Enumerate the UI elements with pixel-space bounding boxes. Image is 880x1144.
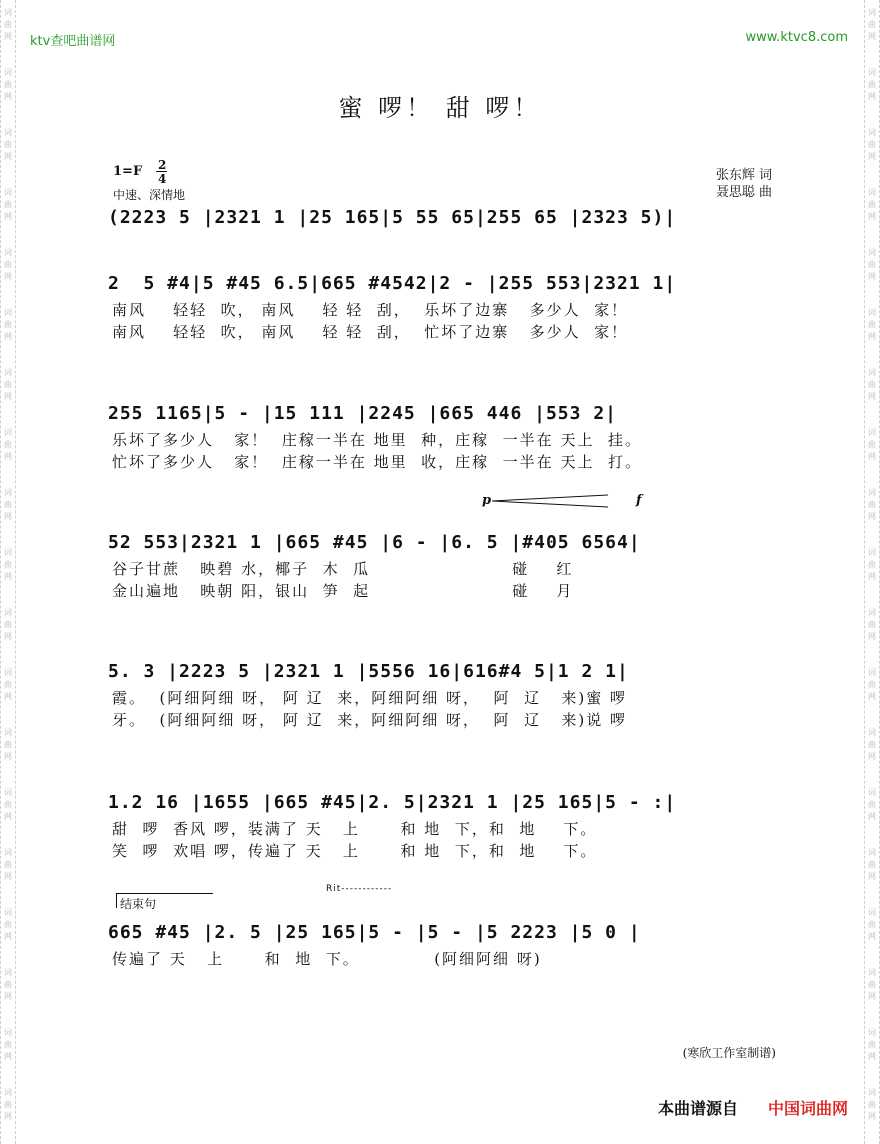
side-watermark-glyph: 曲 bbox=[868, 80, 876, 89]
side-watermark-glyph: 曲 bbox=[4, 1100, 12, 1109]
side-watermark-glyph: 曲 bbox=[868, 500, 876, 509]
notation-line: 255 1165|5 - |15 111 |2245 |665 446 |553 2| bbox=[108, 403, 617, 424]
side-watermark-glyph: 曲 bbox=[4, 860, 12, 869]
side-watermark-glyph: 网 bbox=[868, 692, 876, 701]
side-watermark-glyph: 词 bbox=[4, 788, 12, 797]
side-watermark-glyph: 词 bbox=[868, 788, 876, 797]
side-watermark-glyph: 网 bbox=[4, 272, 12, 281]
side-watermark-glyph: 曲 bbox=[4, 800, 12, 809]
notation-line: 2 5 #4|5 #45 6.5|665 #4542|2 - |255 553|2321 1| bbox=[108, 273, 677, 294]
side-watermark-glyph: 曲 bbox=[868, 200, 876, 209]
lyrics-verse-1: 霞。 (阿细阿细 呀， 阿 辽 来，阿细阿细 呀， 阿 辽 来)蜜 啰 bbox=[112, 689, 627, 707]
side-watermark-glyph: 词 bbox=[868, 908, 876, 917]
side-watermark-glyph: 曲 bbox=[4, 620, 12, 629]
footer-source-label: 本曲谱源自 bbox=[657, 1099, 738, 1118]
time-signature-bottom: 4 bbox=[158, 172, 167, 186]
side-watermark-glyph: 网 bbox=[4, 392, 12, 401]
coda-label: 结束句 bbox=[120, 897, 157, 911]
side-watermark-glyph: 词 bbox=[4, 128, 12, 137]
lyrics-verse-1: 甜 啰 香风 啰，装满了 天 上 和 地 下，和 地 下。 bbox=[112, 820, 598, 838]
side-watermark-glyph: 网 bbox=[4, 152, 12, 161]
tempo-marking: 中速、深情地 bbox=[113, 188, 186, 202]
side-watermark-glyph: 网 bbox=[4, 512, 12, 521]
side-watermark-glyph: 曲 bbox=[868, 140, 876, 149]
side-watermark-glyph: 曲 bbox=[4, 980, 12, 989]
side-watermark-glyph: 词 bbox=[868, 968, 876, 977]
lyricist-credit: 张东辉 词 bbox=[715, 168, 772, 183]
lyrics-verse-1: 传遍了 天 上 和 地 下。 (阿细阿细 呀) bbox=[112, 950, 542, 968]
decrescendo-hairpin bbox=[488, 494, 612, 508]
lyrics-verse-2: 金山遍地 映朝 阳，银山 笋 起 碰 月 bbox=[112, 582, 574, 600]
side-watermark-glyph: 曲 bbox=[4, 680, 12, 689]
dynamic-piano: p bbox=[482, 493, 492, 508]
side-watermark-glyph: 网 bbox=[868, 512, 876, 521]
side-watermark-glyph: 曲 bbox=[868, 980, 876, 989]
side-watermark-glyph: 词 bbox=[4, 668, 12, 677]
side-watermark-glyph: 网 bbox=[4, 932, 12, 941]
side-watermark-glyph: 词 bbox=[4, 308, 12, 317]
lyrics-verse-2: 牙。 (阿细阿细 呀， 阿 辽 来，阿细阿细 呀， 阿 辽 来)说 啰 bbox=[112, 711, 627, 729]
side-watermark-glyph: 词 bbox=[4, 608, 12, 617]
side-watermark-glyph: 曲 bbox=[4, 260, 12, 269]
ritardando-marking: Rit------------ bbox=[326, 884, 393, 894]
side-watermark-glyph: 曲 bbox=[868, 800, 876, 809]
side-watermark-glyph: 曲 bbox=[4, 200, 12, 209]
side-watermark-glyph: 词 bbox=[4, 188, 12, 197]
side-watermark-glyph: 曲 bbox=[868, 440, 876, 449]
right-watermark-strip bbox=[864, 0, 880, 1144]
lyrics-verse-2: 南风 轻轻 吹， 南风 轻 轻 刮， 忙坏了边寨 多少人 家！ bbox=[112, 323, 629, 341]
side-watermark-glyph: 网 bbox=[4, 212, 12, 221]
side-watermark-glyph: 曲 bbox=[4, 80, 12, 89]
side-watermark-glyph: 网 bbox=[868, 932, 876, 941]
notation-line: 5. 3 |2223 5 |2321 1 |5556 16|616#4 5|1 2 1| bbox=[108, 661, 629, 682]
side-watermark-glyph: 网 bbox=[4, 872, 12, 881]
side-watermark-glyph: 词 bbox=[4, 488, 12, 497]
side-watermark-glyph: 网 bbox=[868, 452, 876, 461]
side-watermark-glyph: 词 bbox=[4, 1028, 12, 1037]
side-watermark-glyph: 词 bbox=[868, 248, 876, 257]
notation-line: 52 553|2321 1 |665 #45 |6 - |6. 5 |#405 6564| bbox=[108, 532, 641, 553]
lyrics-verse-1: 谷子甘蔗 映碧 水，椰子 木 瓜 碰 红 bbox=[112, 560, 574, 578]
side-watermark-glyph: 词 bbox=[868, 548, 876, 557]
side-watermark-glyph: 词 bbox=[4, 848, 12, 857]
side-watermark-glyph: 曲 bbox=[868, 740, 876, 749]
side-watermark-glyph: 词 bbox=[868, 308, 876, 317]
side-watermark-glyph: 曲 bbox=[868, 860, 876, 869]
side-watermark-glyph: 曲 bbox=[4, 20, 12, 29]
side-watermark-glyph: 词 bbox=[4, 1088, 12, 1097]
lyrics-verse-2: 忙坏了多少人 家！ 庄稼一半在 地里 收，庄稼 一半在 天上 打。 bbox=[112, 453, 642, 471]
dynamic-forte: f bbox=[636, 493, 642, 508]
time-signature-top: 2 bbox=[158, 158, 167, 172]
side-watermark-glyph: 网 bbox=[868, 152, 876, 161]
side-watermark-glyph: 词 bbox=[868, 1028, 876, 1037]
side-watermark-glyph: 网 bbox=[868, 212, 876, 221]
side-watermark-glyph: 词 bbox=[868, 428, 876, 437]
side-watermark-glyph: 网 bbox=[868, 392, 876, 401]
side-watermark-glyph: 词 bbox=[868, 668, 876, 677]
notation-line: 665 #45 |2. 5 |25 165|5 - |5 - |5 2223 |5 0 | bbox=[108, 922, 641, 943]
side-watermark-glyph: 网 bbox=[868, 332, 876, 341]
side-watermark-glyph: 曲 bbox=[4, 920, 12, 929]
side-watermark-glyph: 网 bbox=[4, 1052, 12, 1061]
side-watermark-glyph: 网 bbox=[4, 752, 12, 761]
side-watermark-glyph: 网 bbox=[868, 992, 876, 1001]
side-watermark-glyph: 词 bbox=[4, 968, 12, 977]
side-watermark-glyph: 曲 bbox=[868, 20, 876, 29]
side-watermark-glyph: 词 bbox=[4, 548, 12, 557]
side-watermark-glyph: 词 bbox=[4, 8, 12, 17]
side-watermark-glyph: 网 bbox=[868, 272, 876, 281]
side-watermark-glyph: 曲 bbox=[4, 140, 12, 149]
side-watermark-glyph: 词 bbox=[4, 728, 12, 737]
key-signature: 1=F bbox=[113, 164, 143, 179]
side-watermark-glyph: 曲 bbox=[4, 740, 12, 749]
side-watermark-glyph: 网 bbox=[4, 692, 12, 701]
lyrics-verse-1: 南风 轻轻 吹， 南风 轻 轻 刮， 乐坏了边寨 多少人 家！ bbox=[112, 301, 629, 319]
side-watermark-glyph: 网 bbox=[4, 572, 12, 581]
song-title: 蜜 啰！ 甜 啰！ bbox=[338, 94, 542, 122]
side-watermark-glyph: 网 bbox=[4, 812, 12, 821]
side-watermark-glyph: 曲 bbox=[4, 380, 12, 389]
side-watermark-glyph: 网 bbox=[868, 92, 876, 101]
side-watermark-glyph: 曲 bbox=[868, 320, 876, 329]
side-watermark-glyph: 词 bbox=[4, 248, 12, 257]
notation-line: (2223 5 |2321 1 |25 165|5 55 65|255 65 |2323 5)| bbox=[108, 207, 677, 228]
side-watermark-glyph: 网 bbox=[868, 632, 876, 641]
lyrics-verse-1: 乐坏了多少人 家！ 庄稼一半在 地里 种，庄稼 一半在 天上 挂。 bbox=[112, 431, 642, 449]
side-watermark-glyph: 词 bbox=[868, 68, 876, 77]
side-watermark-glyph: 网 bbox=[4, 92, 12, 101]
side-watermark-glyph: 网 bbox=[4, 1112, 12, 1121]
footer-site-link[interactable]: 中国词曲网 bbox=[767, 1099, 848, 1118]
side-watermark-glyph: 网 bbox=[4, 332, 12, 341]
side-watermark-glyph: 词 bbox=[868, 368, 876, 377]
side-watermark-glyph: 网 bbox=[868, 752, 876, 761]
side-watermark-glyph: 词 bbox=[868, 848, 876, 857]
composer-credit: 聂思聪 曲 bbox=[715, 185, 772, 200]
side-watermark-glyph: 曲 bbox=[868, 560, 876, 569]
side-watermark-glyph: 词 bbox=[868, 728, 876, 737]
side-watermark-glyph: 网 bbox=[4, 632, 12, 641]
side-watermark-glyph: 曲 bbox=[4, 320, 12, 329]
side-watermark-glyph: 词 bbox=[868, 1088, 876, 1097]
side-watermark-glyph: 曲 bbox=[4, 500, 12, 509]
transcriber-credit: (寒欣工作室制谱) bbox=[682, 1046, 776, 1060]
side-watermark-glyph: 词 bbox=[868, 188, 876, 197]
side-watermark-glyph: 曲 bbox=[868, 1100, 876, 1109]
side-watermark-glyph: 曲 bbox=[868, 380, 876, 389]
side-watermark-glyph: 词 bbox=[4, 428, 12, 437]
side-watermark-glyph: 曲 bbox=[4, 1040, 12, 1049]
side-watermark-glyph: 词 bbox=[868, 488, 876, 497]
side-watermark-glyph: 网 bbox=[868, 1052, 876, 1061]
side-watermark-glyph: 网 bbox=[868, 572, 876, 581]
side-watermark-glyph: 曲 bbox=[4, 560, 12, 569]
site-brand-left[interactable]: ktv查吧曲谱网 bbox=[30, 34, 116, 49]
side-watermark-glyph: 词 bbox=[868, 128, 876, 137]
side-watermark-glyph: 曲 bbox=[868, 620, 876, 629]
side-watermark-glyph: 词 bbox=[868, 608, 876, 617]
side-watermark-glyph: 词 bbox=[4, 908, 12, 917]
side-watermark-glyph: 曲 bbox=[868, 260, 876, 269]
side-watermark-glyph: 网 bbox=[4, 992, 12, 1001]
side-watermark-glyph: 曲 bbox=[868, 1040, 876, 1049]
side-watermark-glyph: 词 bbox=[4, 68, 12, 77]
side-watermark-glyph: 网 bbox=[868, 812, 876, 821]
site-url-right[interactable]: www.ktvc8.com bbox=[745, 30, 848, 45]
side-watermark-glyph: 网 bbox=[868, 872, 876, 881]
side-watermark-glyph: 网 bbox=[4, 452, 12, 461]
side-watermark-glyph: 网 bbox=[868, 32, 876, 41]
side-watermark-glyph: 曲 bbox=[868, 680, 876, 689]
left-watermark-strip bbox=[0, 0, 16, 1144]
lyrics-verse-2: 笑 啰 欢唱 啰，传遍了 天 上 和 地 下，和 地 下。 bbox=[112, 842, 598, 860]
side-watermark-glyph: 网 bbox=[4, 32, 12, 41]
side-watermark-glyph: 网 bbox=[868, 1112, 876, 1121]
side-watermark-glyph: 词 bbox=[868, 8, 876, 17]
side-watermark-glyph: 曲 bbox=[868, 920, 876, 929]
side-watermark-glyph: 词 bbox=[4, 368, 12, 377]
side-watermark-glyph: 曲 bbox=[4, 440, 12, 449]
notation-line: 1.2 16 |1655 |665 #45|2. 5|2321 1 |25 165|5 - :| bbox=[108, 792, 677, 813]
